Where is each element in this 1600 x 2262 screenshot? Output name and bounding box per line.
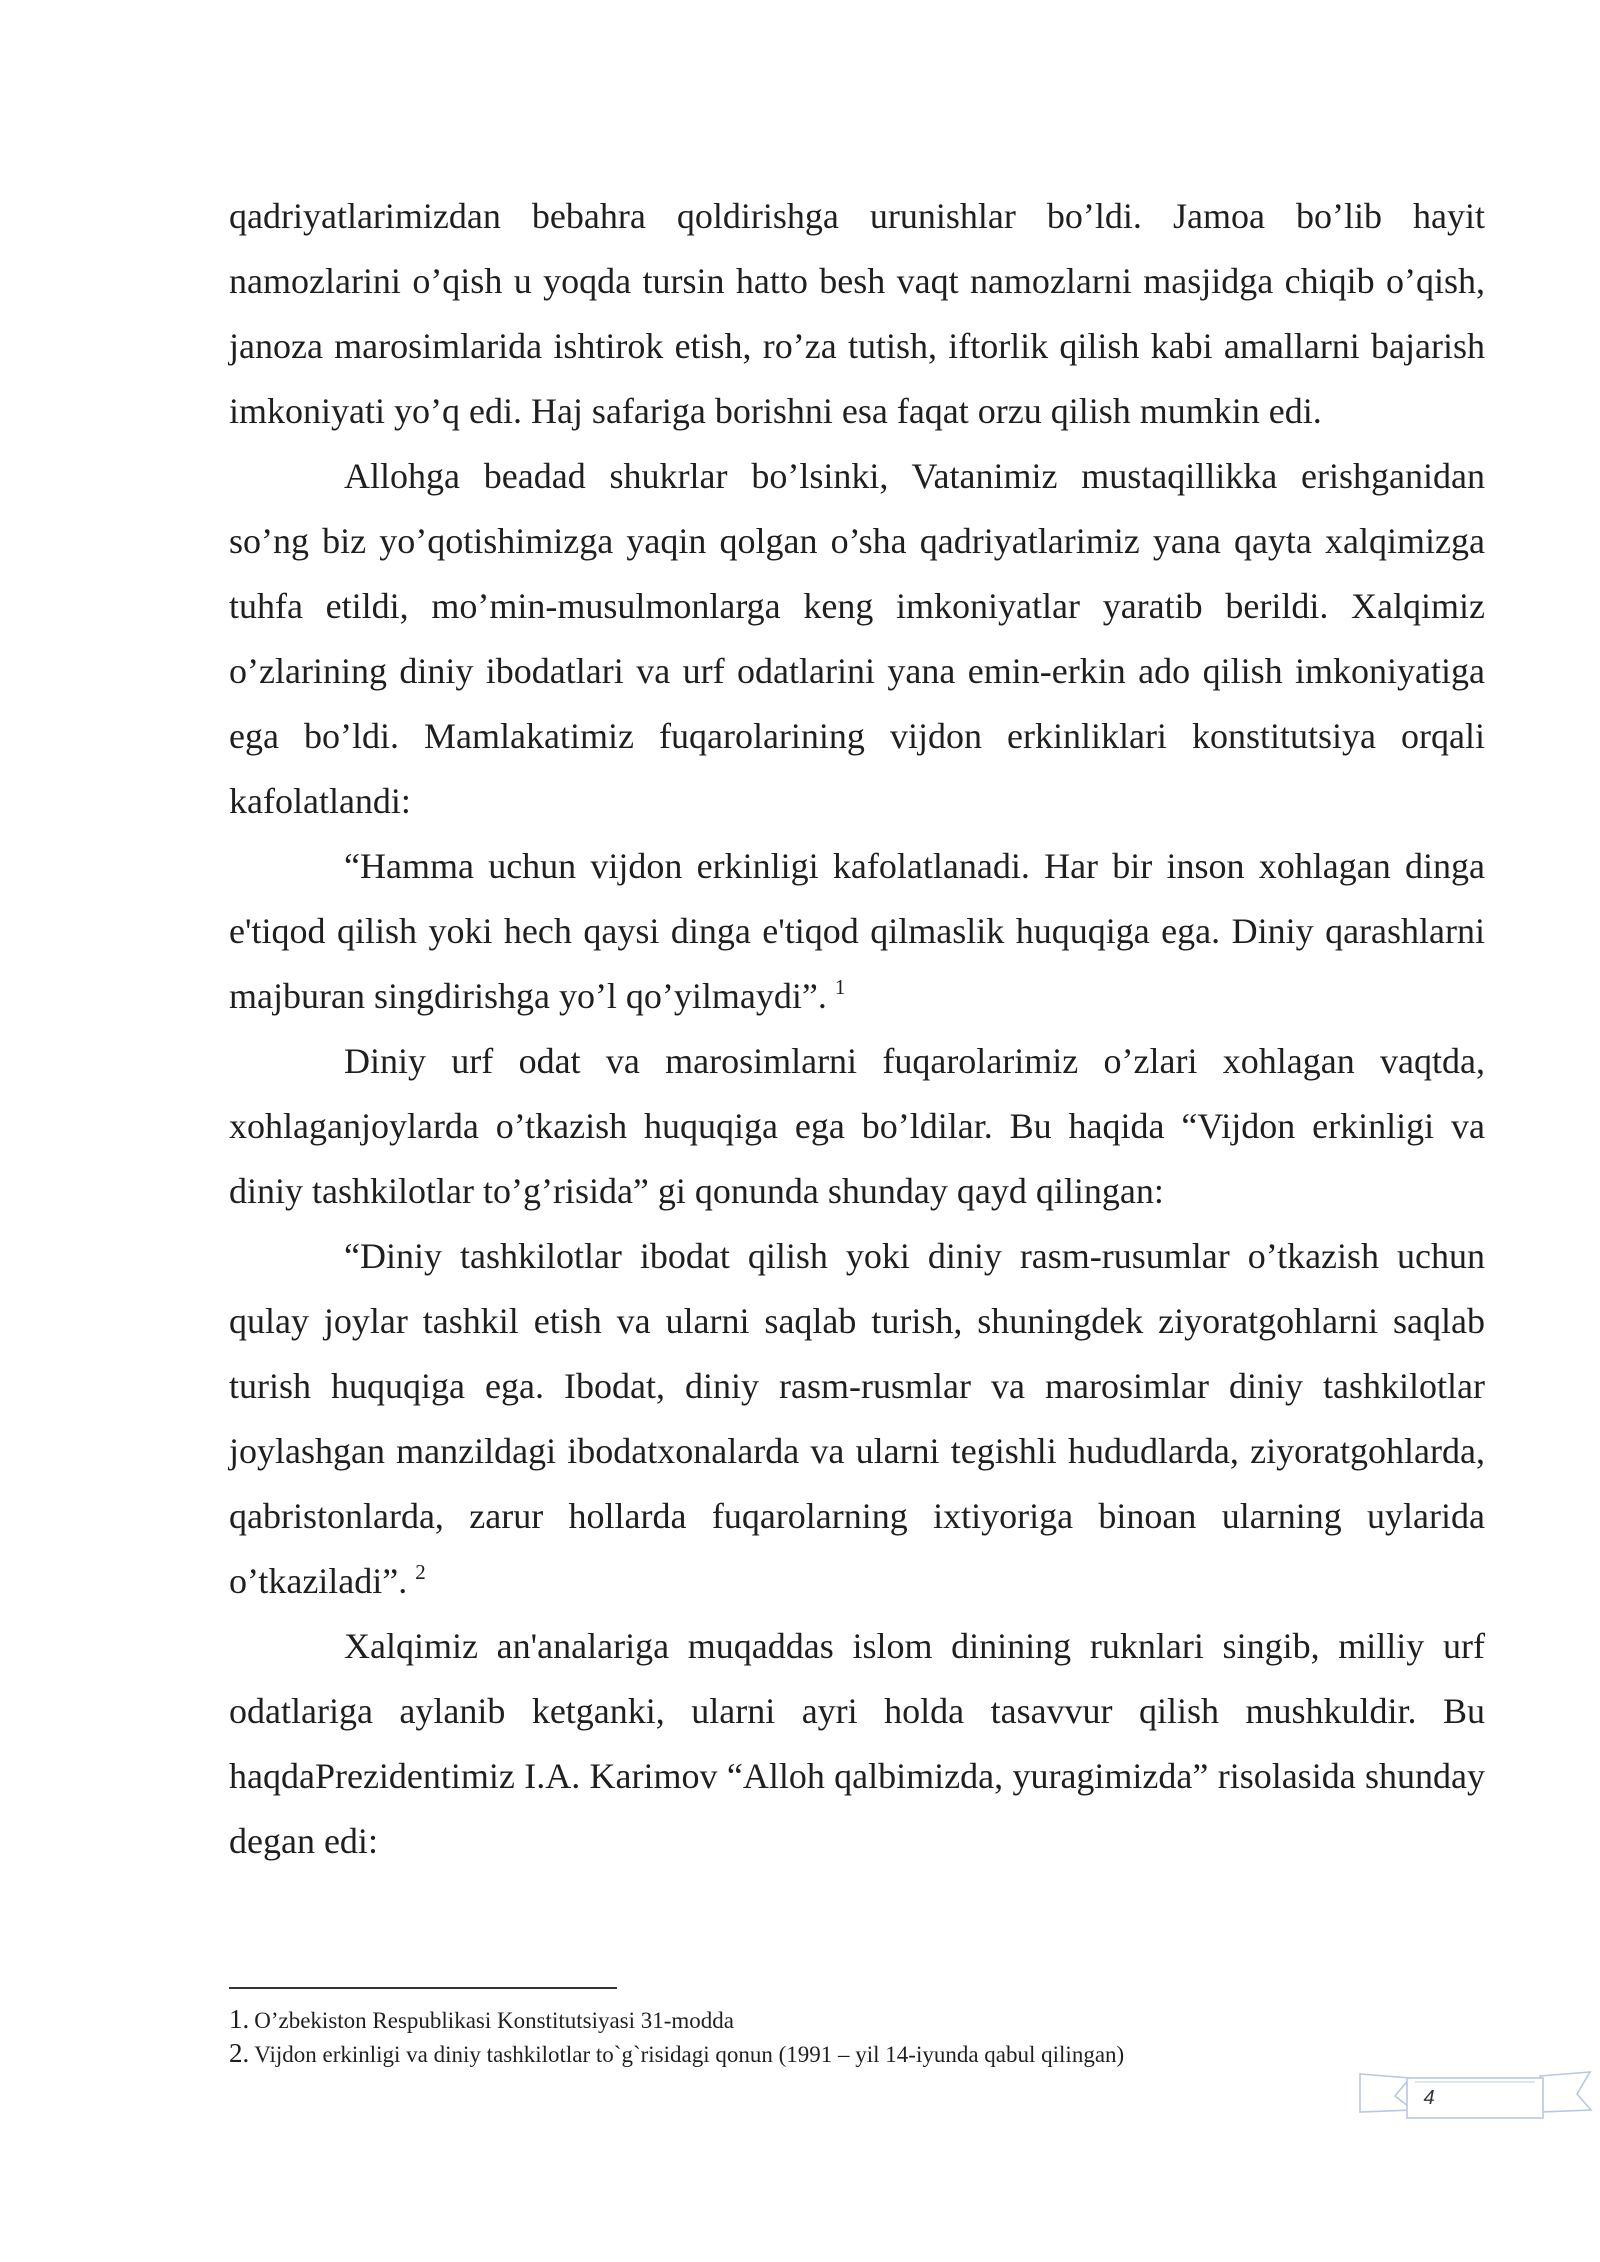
paragraph [229, 1614, 1485, 1874]
footnote-reference[interactable]: 1 [834, 975, 846, 999]
paragraph [229, 444, 1485, 834]
paragraph-text: Xalqimiz an'analariga muqaddas islom dinining ruknlari singib, milliy urf odatlariga aylanib ketganki, ularni ayri holda tasavvur qilish mushkuldir. Bu haqdaPrezidentimiz I.A. Karimov “Alloh qalbimizda, yuragimizda” risolasida shunday degan edi: [229, 1626, 1485, 1861]
paragraph-text: “Diniy tashkilotlar ibodat qilish yoki diniy rasm-rusumlar o’tkazish uchun qulay joylar tashkil etish va ularni saqlab turish, shuningdek ziyoratgohlarni saqlab turish huquqiga ega. Ibodat, diniy rasm-rusmlar va marosimlar diniy tashkilotlar joylashgan manzildagi ibodatxonalarda va ularni tegishli hududlarda, ziyoratgohlarda, qabristonlarda, zarur hollarda fuqarolarning ixtiyoriga binoan ularning uylarida o’tkaziladi”. [229, 1236, 1485, 1601]
paragraph [229, 1029, 1485, 1224]
page-number: 4 [1423, 2087, 1435, 2109]
footnote-number: 1. [229, 2004, 250, 2034]
footnote-separator [229, 1987, 617, 1989]
scroll-ornament-icon [1355, 2060, 1595, 2130]
footnote-number: 2. [229, 2038, 250, 2068]
paragraph-text: qadriyatlarimizdan bebahra qoldirishga urunishlar bo’ldi. Jamoa bo’lib hayit namozlarini o’qish u yoqda tursin hatto besh vaqt namozlarni masjidga chiqib o’qish, janoza marosimlarida ishtirok etish, ro’za tutish, iftorlik qilish kabi amallarni bajarish imkoniyati yo’q edi. Haj safariga borishni esa faqat orzu qilish mumkin edi. [229, 196, 1485, 431]
paragraph-text: “Hamma uchun vijdon erkinligi kafolatlanadi. Har bir inson xohlagan dinga e'tiqod qilish yoki hech qaysi dinga e'tiqod qilmaslik huquqiga ega. Diniy qarashlarni majburan singdirishga yo’l qo’yilmaydi”. [229, 846, 1485, 1016]
document-body [229, 184, 1485, 1874]
footnote-reference[interactable]: 2 [415, 1560, 426, 1584]
quote-paragraph [229, 1224, 1485, 1614]
quote-paragraph [229, 834, 1485, 1029]
footnote-text: O’zbekiston Respublikasi Konstitutsiyasi 31-modda [254, 2008, 735, 2033]
paragraph [229, 184, 1485, 444]
paragraph-text: Diniy urf odat va marosimlarni fuqarolarimiz o’zlari xohlagan vaqtda, xohlaganjoylarda o’tkazish huquqiga ega bo’ldilar. Bu haqida “Vijdon erkinligi va diniy tashkilotlar to’g’risida” gi qonunda shunday qayd qilingan: [229, 1041, 1485, 1211]
footnote-text: Vijdon erkinligi va diniy tashkilotlar to`g`risidagi qonun (1991 – yil 14-iyunda qabul qilingan) [254, 2042, 1125, 2067]
footnote-item [229, 2003, 1429, 2037]
footnote-item [229, 2037, 1429, 2071]
paragraph-text: Allohga beadad shukrlar bo’lsinki, Vatanimiz mustaqillikka erishganidan so’ng biz yo’qotishimizga yaqin qolgan o’sha qadriyatlarimiz yana qayta xalqimizga tuhfa etildi, mo’min-musulmonlarga keng imkoniyatlar yaratib berildi. Xalqimiz o’zlarining diniy ibodatlari va urf odatlarini yana emin-erkin ado qilish imkoniyatiga ega bo’ldi. Mamlakatimiz fuqarolarining vijdon erkinliklari konstitutsiya orqali kafolatlandi: [229, 456, 1485, 821]
footnotes [229, 2003, 1429, 2071]
